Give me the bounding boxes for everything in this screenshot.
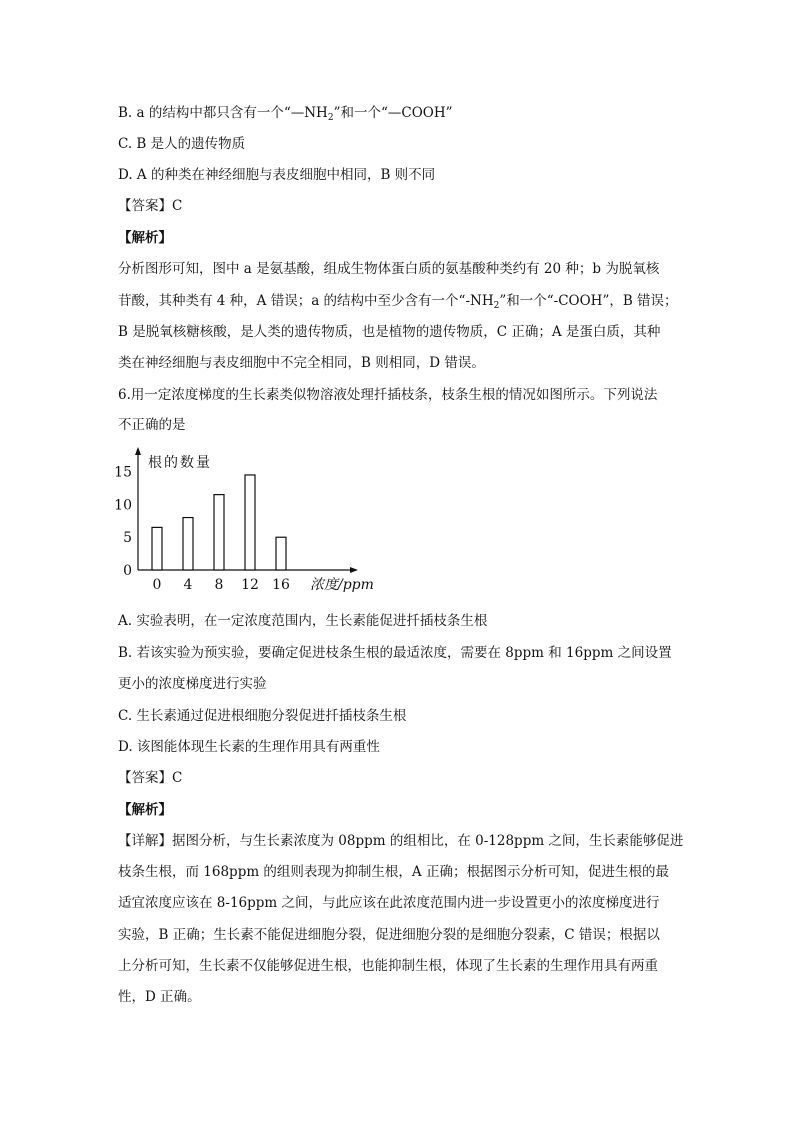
answer-label: 【答案】C xyxy=(118,770,183,786)
analysis-text: 苷酸，其种类有 4 种，A 错误；a 的结构中至少含有一个“-NH xyxy=(118,293,494,309)
option-b-text-end: ”和一个“—COOH” xyxy=(333,105,453,121)
explanation-line: 上分析可知，生长素不仅能够促进生根，也能抑制生根，体现了生长素的生理作用具有两重 xyxy=(118,958,658,974)
root-count-bar-chart xyxy=(110,445,400,600)
analysis-line xyxy=(118,291,678,316)
x-tick-label: 12 xyxy=(241,577,259,593)
explanation-line: 【详解】据图分析，与生长素浓度为 08ppm 的组相比，在 0-128ppm 之间，生长素能够促进 xyxy=(118,833,684,849)
x-tick-label: 4 xyxy=(183,577,193,593)
chart-labels xyxy=(114,454,374,593)
question-6-cont: 不正确的是 xyxy=(118,417,186,433)
analysis-heading: 【解析】 xyxy=(118,230,172,246)
x-axis-title: 浓度/ppm xyxy=(310,577,374,593)
bar xyxy=(152,527,162,570)
bar xyxy=(183,518,193,570)
y-axis-arrow xyxy=(135,447,141,455)
subscript: 2 xyxy=(493,301,500,311)
x-axis-arrow xyxy=(350,567,358,573)
chart-bars xyxy=(152,475,286,570)
explanation-line: 适宜浓度应该在 8-16ppm 之间，与此应该在此浓度范围内进一步设置更小的浓度梯度进行 xyxy=(118,895,660,911)
analysis-text-end: ”和一个“-COOH”，B 错误； xyxy=(499,293,678,309)
analysis-heading: 【解析】 xyxy=(118,802,172,818)
analysis-line: 类在神经细胞与表皮细胞中不完全相同，B 则相同，D 错误。 xyxy=(118,355,485,371)
y-tick-label: 5 xyxy=(123,530,132,547)
answer-label: 【答案】C xyxy=(118,198,183,214)
explanation-line: 实验，B 正确；生长素不能促进细胞分裂，促进细胞分裂的是细胞分裂素，C 错误；根据以 xyxy=(118,927,660,943)
option-d: D. 该图能体现生长素的生理作用具有两重性 xyxy=(118,739,380,755)
option-b-cont: 更小的浓度梯度进行实验 xyxy=(118,676,267,692)
y-axis-title: 根的数量 xyxy=(148,455,212,471)
option-a: A. 实验表明，在一定浓度范围内，生长素能促进扦插枝条生根 xyxy=(118,613,488,629)
option-c: C. 生长素通过促进根细胞分裂促进扦插枝条生根 xyxy=(118,708,407,724)
explanation-line: 性，D 正确。 xyxy=(118,989,201,1005)
bar xyxy=(214,495,224,570)
bar xyxy=(276,537,286,570)
bar xyxy=(245,475,255,570)
subscript: 2 xyxy=(327,113,334,123)
option-b xyxy=(118,103,453,128)
analysis-line: B 是脱氧核糖核酸，是人类的遗传物质，也是植物的遗传物质，C 正确；A 是蛋白质，其种 xyxy=(118,324,661,340)
question-6: 6.用一定浓度梯度的生长素类似物溶液处理扦插枝条，枝条生根的情况如图所示。下列说法 xyxy=(118,387,658,403)
x-tick-label: 0 xyxy=(152,577,162,593)
x-tick-label: 8 xyxy=(214,577,224,593)
y-tick-label: 15 xyxy=(114,464,132,481)
analysis-line: 分析图形可知，图中 a 是氨基酸，组成生物体蛋白质的氨基酸种类约有 20 种；b 为脱氧核 xyxy=(118,261,660,277)
option-d: D. A 的种类在神经细胞与表皮细胞中相同，B 则不同 xyxy=(118,167,436,183)
option-b-text: B. a 的结构中都只含有一个“—NH xyxy=(118,105,328,121)
y-tick-label: 10 xyxy=(114,497,132,514)
explanation-line: 枝条生根，而 168ppm 的组则表现为抑制生根，A 正确；根据图示分析可知，促进生根的最 xyxy=(118,864,669,880)
option-c: C. B 是人的遗传物质 xyxy=(118,136,246,152)
x-tick-label: 16 xyxy=(272,577,290,593)
y-tick-label: 0 xyxy=(123,563,132,579)
option-b: B. 若该实验为预实验，要确定促进枝条生根的最适浓度，需要在 8ppm 和 16ppm 之间设置 xyxy=(118,645,672,661)
